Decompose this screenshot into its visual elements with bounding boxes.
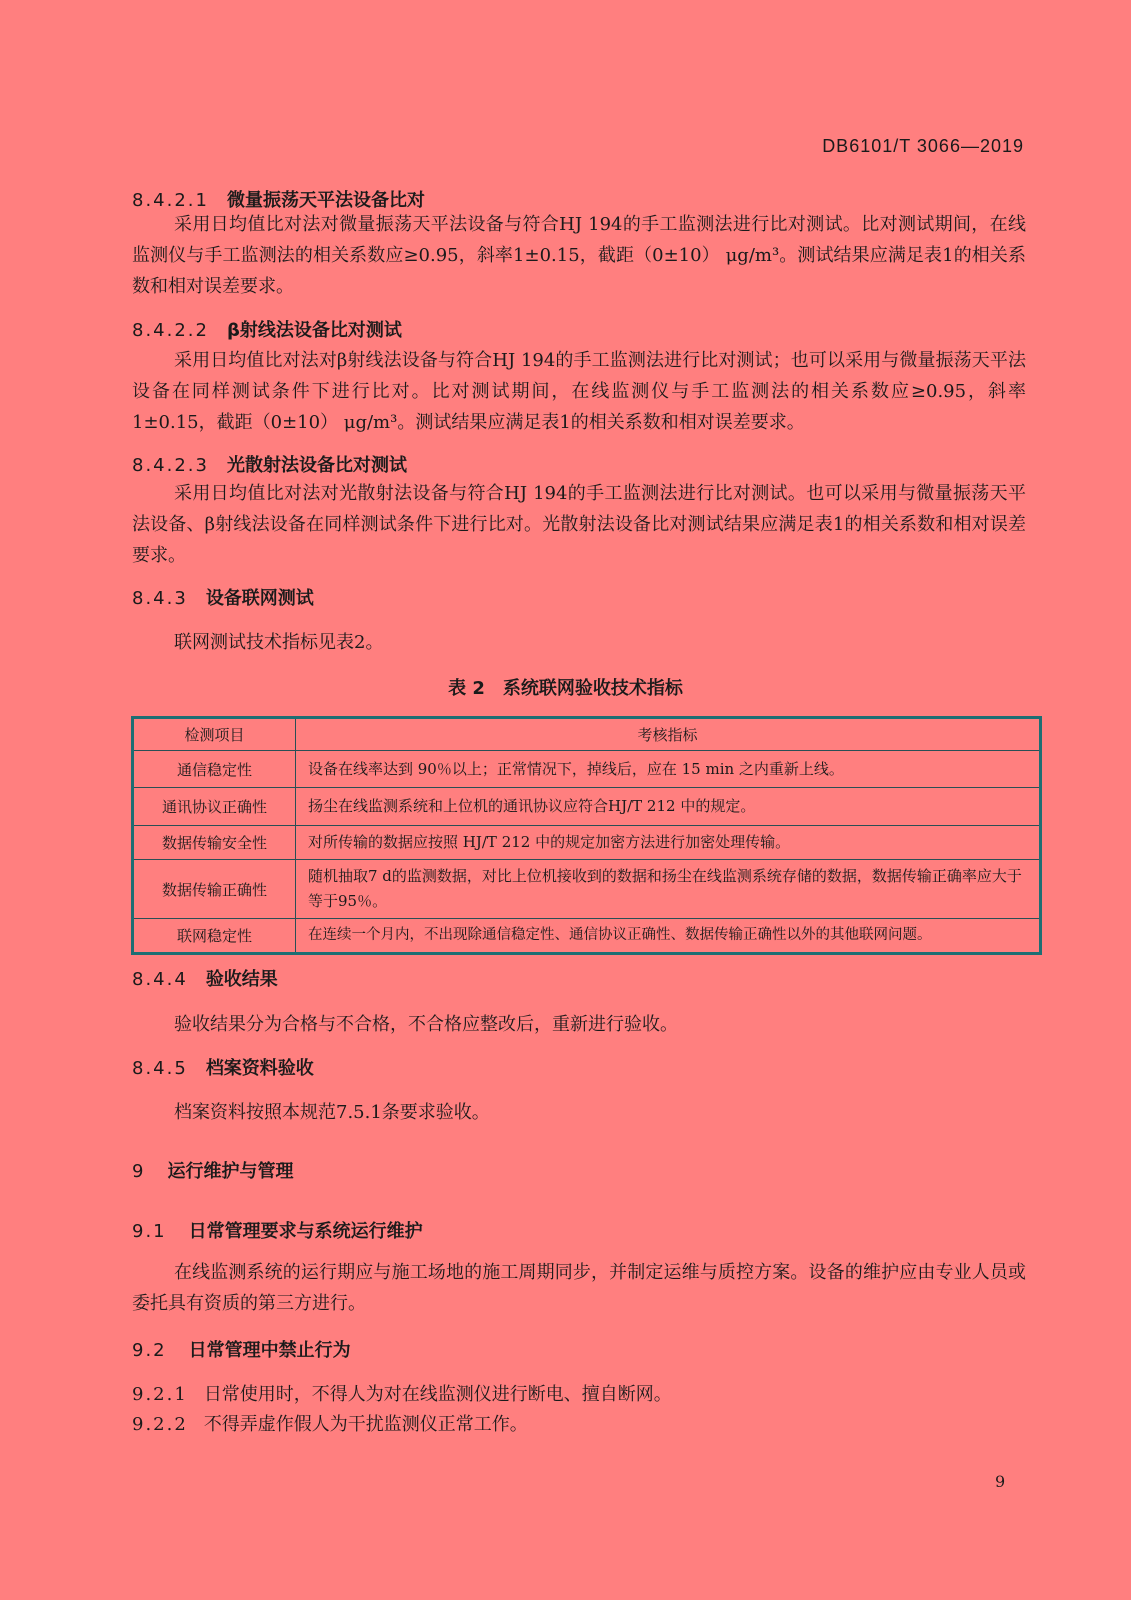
section-8-4-5-body: 档案资料按照本规范7.5.1条要求验收。: [174, 1102, 490, 1123]
section-8-4-4-heading: [132, 965, 278, 991]
section-title: 档案资料验收: [205, 1058, 314, 1079]
table-cell-item: 通信稳定性: [133, 751, 296, 788]
clause-9-2-2: [132, 1410, 528, 1436]
table-header-row: [133, 718, 1041, 751]
table-cell-requirement: 对所传输的数据应按照 HJ/T 212 中的规定加密方法进行加密处理传输。: [296, 826, 1041, 860]
section-number: 8.4.2.1: [132, 190, 209, 211]
section-title: 微量振荡天平法设备比对: [226, 190, 425, 211]
section-9-1-heading: [132, 1217, 423, 1243]
table-caption: 表 2 系统联网验收技术指标: [448, 678, 683, 699]
clause-9-2-1: [132, 1380, 672, 1406]
section-number: 9.2: [132, 1340, 167, 1361]
section-title: 日常管理要求与系统运行维护: [188, 1221, 423, 1242]
chapter-9-heading: [132, 1157, 293, 1183]
section-number: 8.4.2.2: [132, 320, 209, 341]
table-row: [133, 788, 1041, 826]
table-row: [133, 751, 1041, 788]
table-cell-requirement: 扬尘在线监测系统和上位机的通讯协议应符合HJ/T 212 中的规定。: [296, 788, 1041, 826]
table-cell-item: 数据传输安全性: [133, 826, 296, 860]
table-row: [133, 860, 1041, 919]
clause-text: 不得弄虚作假人为干扰监测仪正常工作。: [203, 1414, 528, 1435]
column-header: 考核指标: [296, 718, 1041, 751]
section-8-4-3-body: 联网测试技术指标见表2。: [174, 632, 384, 653]
section-title: 验收结果: [205, 969, 278, 990]
section-9-2-heading: [132, 1336, 351, 1362]
table-cell-item: 通讯协议正确性: [133, 788, 296, 826]
column-header: 检测项目: [133, 718, 296, 751]
table-cell-requirement: 设备在线率达到 90％以上；正常情况下，掉线后，应在 15 min 之内重新上线。: [296, 751, 1041, 788]
section-number: 9.1: [132, 1221, 167, 1242]
section-title: 日常管理中禁止行为: [188, 1340, 351, 1361]
section-title: 运行维护与管理: [167, 1161, 294, 1182]
section-number: 8.4.3: [132, 588, 188, 609]
section-8-4-2-1-body: 采用日均值比对法对微量振荡天平法设备与符合HJ 194的手工监测法进行比对测试。比对测试期间，在线监测仪与手工监测法的相关系数应≥0.95，斜率1±0.15，截距（0±10） μg/m³。测试结果应满足表1的相关系数和相对误差要求。: [132, 214, 1026, 297]
table-row: [133, 919, 1041, 954]
section-9-1-body: 在线监测系统的运行期应与施工场地的施工周期同步，并制定运维与质控方案。设备的维护应由专业人员或委托具有资质的第三方进行。: [132, 1262, 1026, 1314]
section-8-4-2-2-heading: [132, 316, 402, 342]
section-number: 8.4.4: [132, 969, 188, 990]
section-number: 9: [132, 1161, 146, 1182]
table-cell-requirement: 随机抽取7 d的监测数据，对比上位机接收到的数据和扬尘在线监测系统存储的数据，数据传输正确率应大于等于95％。: [296, 860, 1041, 919]
section-8-4-5-heading: [132, 1054, 314, 1080]
table-cell-requirement: 在连续一个月内，不出现除通信稳定性、通信协议正确性、数据传输正确性以外的其他联网问题。: [296, 919, 1041, 954]
clause-text: 日常使用时，不得人为对在线监测仪进行断电、擅自断网。: [203, 1384, 672, 1405]
table-cell-item: 数据传输正确性: [133, 860, 296, 919]
section-8-4-2-3-body: 采用日均值比对法对光散射法设备与符合HJ 194的手工监测法进行比对测试。也可以采用与微量振荡天平法设备、β射线法设备在同样测试条件下进行比对。光散射法设备比对测试结果应满足表1的相关系数和相对误差要求。: [132, 483, 1026, 566]
section-8-4-3-heading: [132, 584, 314, 610]
table-row: [133, 826, 1041, 860]
page-number: 9: [995, 1472, 1006, 1491]
clause-number: 9.2.1: [132, 1384, 188, 1405]
section-title: β射线法设备比对测试: [226, 320, 402, 341]
table-2: [131, 716, 1042, 955]
clause-number: 9.2.2: [132, 1414, 188, 1435]
section-number: 8.4.5: [132, 1058, 188, 1079]
document-id: DB6101/T 3066—2019: [822, 136, 1024, 156]
section-8-4-2-3-heading: [132, 451, 407, 477]
table-cell-item: 联网稳定性: [133, 919, 296, 954]
section-title: 设备联网测试: [205, 588, 314, 609]
section-8-4-4-body: 验收结果分为合格与不合格，不合格应整改后，重新进行验收。: [174, 1014, 678, 1035]
section-title: 光散射法设备比对测试: [226, 455, 407, 476]
section-number: 8.4.2.3: [132, 455, 209, 476]
section-8-4-2-2-body: 采用日均值比对法对β射线法设备与符合HJ 194的手工监测法进行比对测试；也可以采用与微量振荡天平法设备在同样测试条件下进行比对。比对测试期间，在线监测仪与手工监测法的相关系数应≥0.95，斜率1±0.15，截距（0±10） μg/m³。测试结果应满足表1的相关系数和相对误差要求。: [132, 350, 1026, 433]
